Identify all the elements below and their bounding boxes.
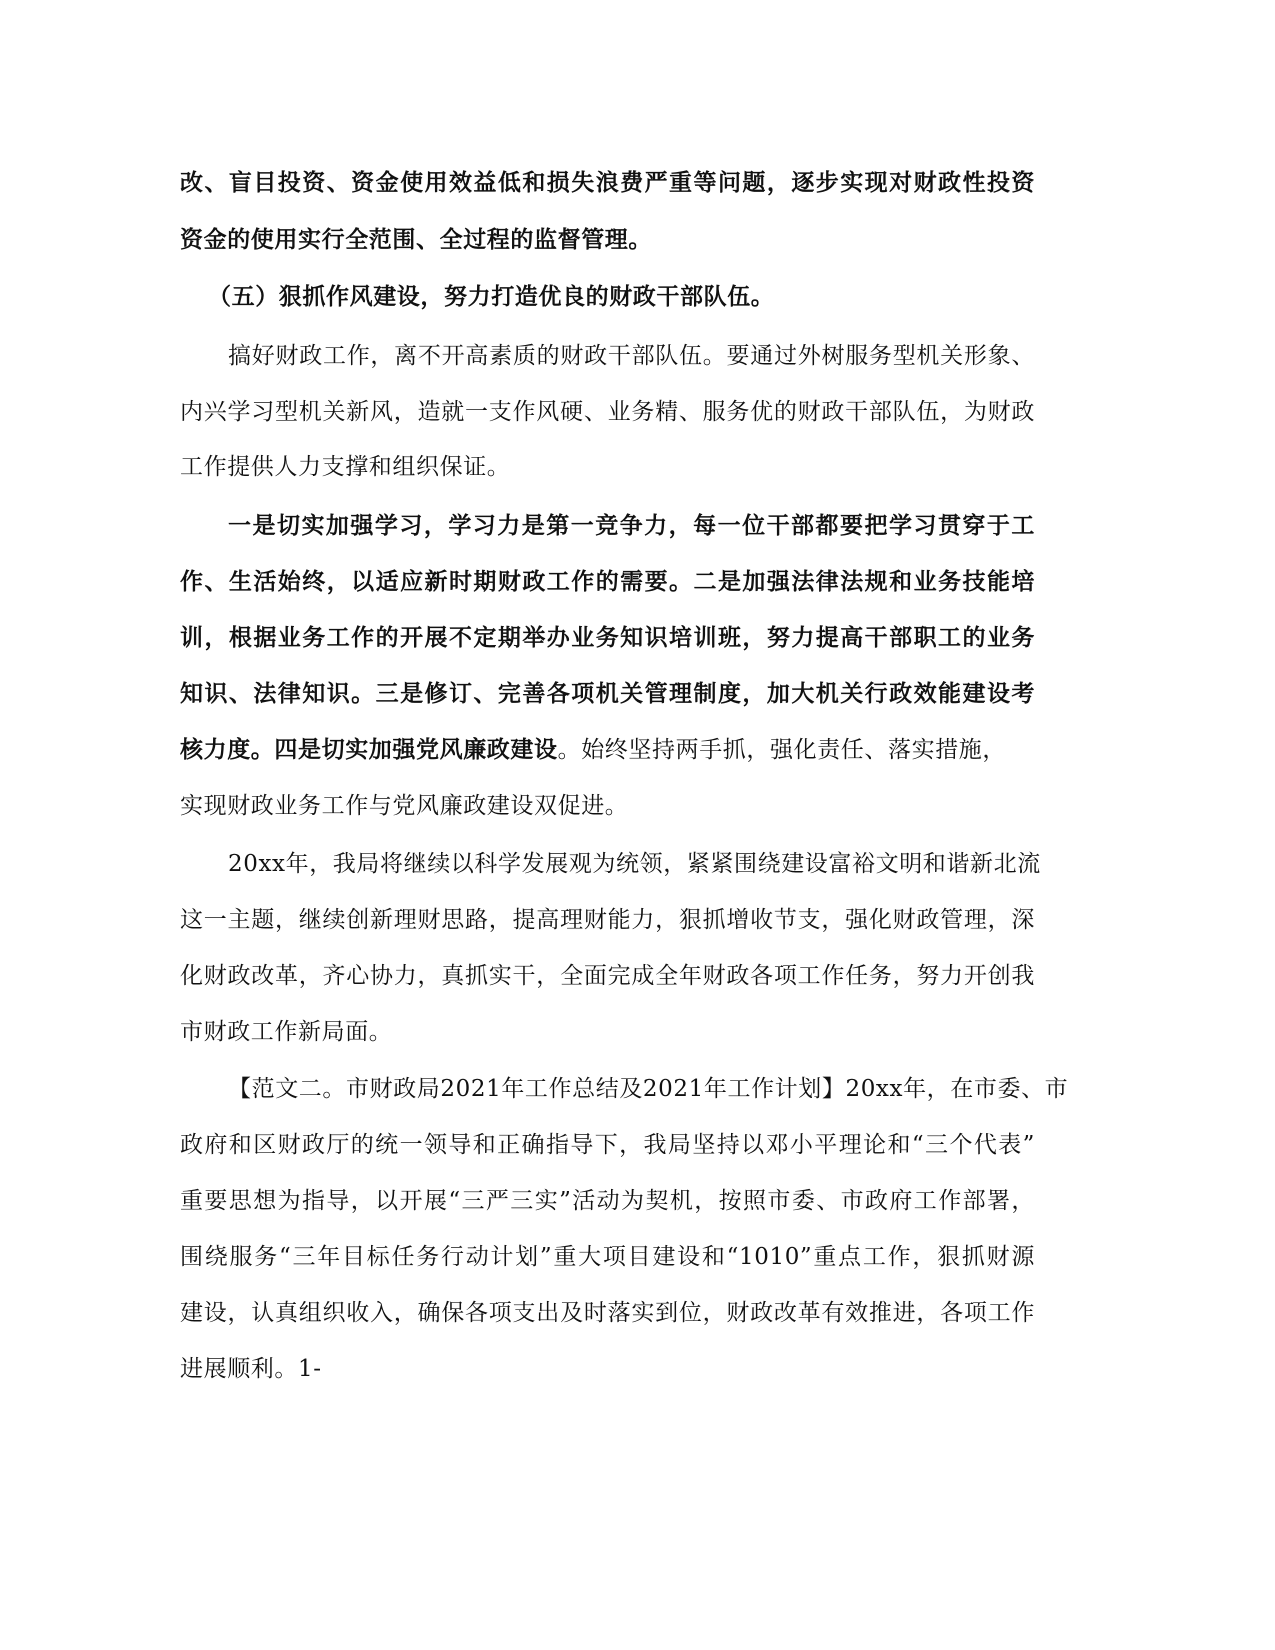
para1-line1: 改、盲目投资、资金使用效益低和损失浪费严重等问题，逐步实现对财政性投资 bbox=[180, 169, 1035, 196]
para5-line1: 【范文二。市财政局2021年工作总结及2021年工作计划】20xx年，在市委、市 bbox=[228, 1076, 1069, 1102]
para3-line1: 一是切实加强学习，学习力是第一竞争力，每一位干部都要把学习贯穿于工 bbox=[228, 512, 1035, 539]
para5-line5: 建设，认真组织收入，确保各项支出及时落实到位，财政改革有效推进，各项工作 bbox=[180, 1300, 1035, 1326]
para3-line3: 训，根据业务工作的开展不定期举办业务知识培训班，努力提高干部职工的业务 bbox=[180, 624, 1035, 651]
para5-line6: 进展顺利。1- bbox=[180, 1356, 322, 1382]
para4-line2: 这一主题，继续创新理财思路，提高理财能力，狠抓增收节支，强化财政管理，深 bbox=[180, 907, 1035, 933]
para3-line5-regular: 。始终坚持两手抓，强化责任、落实措施， bbox=[557, 737, 1007, 763]
para1-line2: 资金的使用实行全范围、全过程的监督管理。 bbox=[180, 226, 652, 253]
para2-line3: 工作提供人力支撑和组织保证。 bbox=[180, 454, 511, 480]
section-heading-5: （五）狠抓作风建设，努力打造优良的财政干部队伍。 bbox=[208, 283, 775, 310]
para3-line5 bbox=[180, 734, 1006, 766]
para4-line3: 化财政改革，齐心协力，真抓实干，全面完成全年财政各项工作任务，努力开创我 bbox=[180, 963, 1035, 989]
para5-line4: 围绕服务“三年目标任务行动计划”重大项目建设和“1010”重点工作，狠抓财源 bbox=[180, 1244, 1035, 1270]
para4-line1: 20xx年，我局将继续以科学发展观为统领，紧紧围绕建设富裕文明和谐新北流 bbox=[228, 851, 1041, 877]
para5-line3: 重要思想为指导，以开展“三严三实”活动为契机，按照市委、市政府工作部署， bbox=[180, 1188, 1035, 1214]
para4-line4: 市财政工作新局面。 bbox=[180, 1019, 393, 1045]
para5-line2: 政府和区财政厅的统一领导和正确指导下，我局坚持以邓小平理论和“三个代表” bbox=[180, 1132, 1035, 1158]
para2-line2: 内兴学习型机关新风，造就一支作风硬、业务精、服务优的财政干部队伍，为财政 bbox=[180, 399, 1035, 425]
para3-line6: 实现财政业务工作与党风廉政建设双促进。 bbox=[180, 793, 629, 819]
para2-line1: 搞好财政工作，离不开高素质的财政干部队伍。要通过外树服务型机关形象、 bbox=[228, 343, 1035, 369]
para3-line5-bold: 核力度。四是切实加强党风廉政建设 bbox=[180, 736, 558, 763]
para3-line4: 知识、法律知识。三是修订、完善各项机关管理制度，加大机关行政效能建设考 bbox=[180, 680, 1035, 707]
para3-line2: 作、生活始终，以适应新时期财政工作的需要。二是加强法律法规和业务技能培 bbox=[180, 568, 1035, 595]
